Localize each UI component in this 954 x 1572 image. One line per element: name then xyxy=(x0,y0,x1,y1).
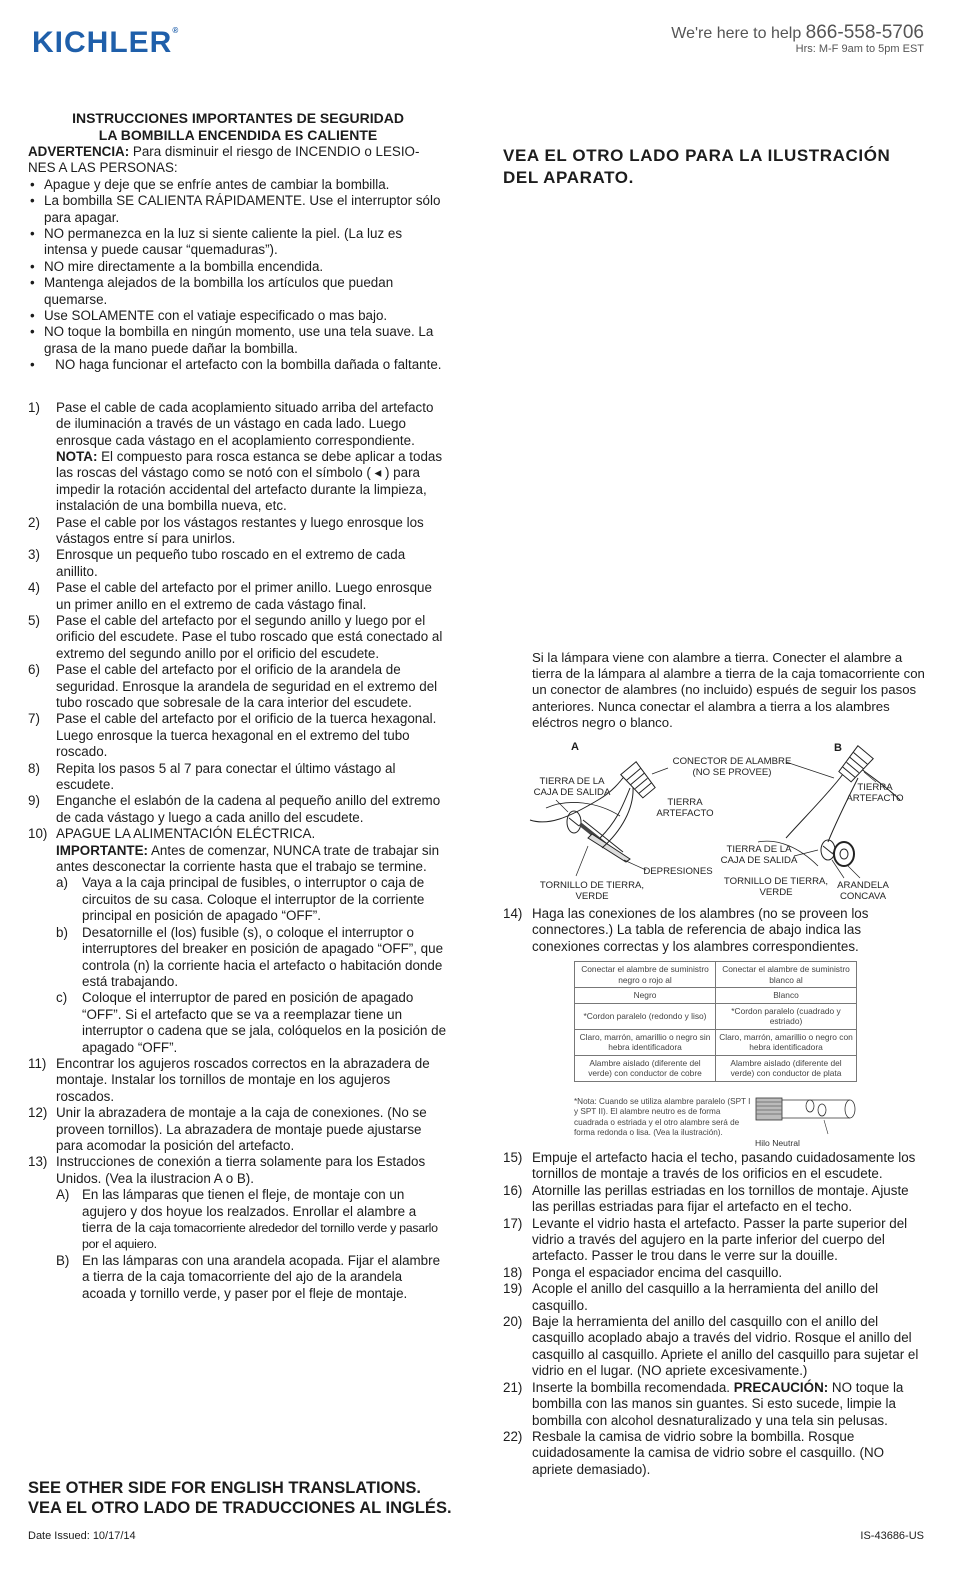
substep-number: a) xyxy=(56,875,68,891)
step-text: Haga las conexiones de los alambres (no se proveen los connectores.) La tabla de referencia de abajo indica las conexiones correctas y los alambres correspondientes. xyxy=(532,906,869,954)
see-other-side xyxy=(28,1478,452,1518)
leader-line xyxy=(824,1120,828,1134)
substep-number: c) xyxy=(56,990,68,1006)
step-8 xyxy=(28,761,448,794)
safety-bullet: • Apague y deje que se enfríe antes de cambiar la bombilla. xyxy=(28,177,448,193)
label-ground-screw-b: TORNILLO DE TIERRA, VERDE xyxy=(723,876,829,898)
table-cell: Alambre aislado (diferente del verde) con conductor de plata xyxy=(716,1055,857,1081)
table-row xyxy=(575,1055,857,1081)
step-5 xyxy=(28,613,448,662)
safety-bullet: • NO mire directamente a la bombilla encendida. xyxy=(28,259,448,275)
safety-bullet: • La bombilla SE CALIENTA RÁPIDAMENTE. Use el interruptor sólo para apagar. xyxy=(28,193,448,226)
leader-line xyxy=(848,866,860,878)
step-number: 11) xyxy=(28,1055,47,1071)
step-text: Pase el cable del artefacto por el segundo anillo y luego por el orificio del escudete. Pase el tubo roscado que está conectado al extremo del segundo anillo por el orificio del escudete. xyxy=(56,612,443,661)
conductor-end xyxy=(818,1104,826,1116)
step-text: Encontrar los agujeros roscados correctos en la abrazadera de montaje. Instalar los tornillos de montaje en los agujeros roscados. xyxy=(56,1055,430,1104)
step-2 xyxy=(28,515,448,548)
step-10-sublist xyxy=(56,875,448,1055)
substep-text: Coloque el interruptor de pared en posición de apagado “OFF”. Si el artefacto que se va a reemplazar tiene un interruptor o cadena que se jala, colóquelos en la posición de apagado “OFF”. xyxy=(82,990,447,1055)
leader-line xyxy=(556,800,568,812)
step-text: Enganche el eslabón de la cadena al pequeño anillo del extremo de cada vástago y luego a cada anillo del escudete. xyxy=(56,793,441,825)
step-22 xyxy=(503,1429,925,1478)
step-text: Atornille las perillas estriadas en los tornillos de montaje. Ajuste las perillas estriadas para fijar el artefacto en el techo. xyxy=(532,1182,909,1215)
step-text: Empuje el artefacto hacia el techo, pasando cuidadosamente los tornillos de montaje a través de los orificios en el escudete. xyxy=(532,1150,916,1182)
caution-label: PRECAUCIÓN: xyxy=(733,1379,829,1395)
cord-outline xyxy=(782,1100,850,1118)
step-12 xyxy=(28,1105,448,1154)
step-13b xyxy=(56,1253,448,1302)
step-6 xyxy=(28,662,448,711)
step-14 xyxy=(503,906,925,955)
safety-title-1: INSTRUCCIONES IMPORTANTES DE SEGURIDAD xyxy=(72,110,404,126)
table-cell: Claro, marrón, amarillio o negro con hebra identificadora xyxy=(716,1029,857,1055)
step-3 xyxy=(28,547,448,580)
step-number: 16) xyxy=(503,1182,523,1198)
document-id: IS-43686-US xyxy=(860,1530,924,1542)
step-11 xyxy=(28,1056,448,1105)
warning-text: Para disminuir el riesgo de INCENDIO o LESIO- NES A LAS PERSONAS: xyxy=(28,144,420,176)
label-wire-connector: CONECTOR DE ALAMBRE (NO SE PROVEE) xyxy=(672,756,792,778)
diagram-label-b: B xyxy=(834,742,842,754)
step-text: Repita los pasos 5 al 7 para conectar el último vástago al escudete. xyxy=(56,760,396,793)
substep-text: En las lámparas con una arandela acopada. Fijar el alambre a tierra de la caja tomacorriente del ajo de la arandela acoada y tornillo verde, y paser por el fleje de montaje. xyxy=(82,1252,441,1301)
step-1 xyxy=(28,400,448,515)
label-ground-screw-a: TORNILLO DE TIERRA, VERDE xyxy=(539,880,645,902)
step-text: Baje la herramienta del anillo del casquillo con el anillo del casquillo acoplado abajo a través del vidrio. Rosque el anillo del casquillo al casquillo. Apriete el anillo del casquillo para sujetar el vidrio en el lugar. (NO apriete excesivamente.) xyxy=(532,1314,919,1379)
step-number: 10) xyxy=(28,826,48,842)
parallel-wire-note: *Nota: Cuando se utiliza alambre paralelo (SPT I y SPT II). El alambre neutro es de forma cuadrada o estriada y el otro alambre será de forma redonda o lisa. (Vea la ilustración). xyxy=(574,1097,751,1138)
steps-list xyxy=(28,400,448,1302)
kichler-logo xyxy=(32,26,178,60)
step-text: APAGUE LA ALIMENTACIÓN ELÉCTRICA. xyxy=(56,826,316,842)
step-text: Enrosque un pequeño tubo roscado en el extremo de cada anillito. xyxy=(56,547,406,579)
cord-end xyxy=(845,1100,855,1118)
substep-number: A) xyxy=(56,1187,70,1203)
cord-hatched-end xyxy=(756,1098,782,1120)
label-depressions: DEPRESIONES xyxy=(643,866,713,877)
hours-text: Hrs: M-F 9am to 5pm EST xyxy=(795,43,924,55)
safety-bullet: • Mantenga alejados de la bombilla los artículos que puedan quemarse. xyxy=(28,275,448,308)
table-cell: Blanco xyxy=(716,988,857,1004)
step-13 xyxy=(28,1154,448,1302)
ground-wire-note: Si la lámpara viene con alambre a tierra. Conecter el alambre a tierra de la lámpara al alambre a tierra de la caja tomacorriente con un conector de alambres (no incluido) espués de seguir los pasos anteriores. Nunca conectar el alambra a tierra a los alambres eléctros negro o blanco. xyxy=(532,650,925,730)
step-number: 9) xyxy=(28,793,40,809)
step-number: 2) xyxy=(28,514,40,530)
see-other-english: SEE OTHER SIDE FOR ENGLISH TRANSLATIONS. xyxy=(28,1479,421,1497)
step-number: 7) xyxy=(28,711,40,727)
label-box-ground-b: TIERRA DE LA CAJA DE SALIDA xyxy=(720,844,798,866)
note-label: NOTA: xyxy=(56,448,98,464)
warning-paragraph xyxy=(28,144,448,177)
warning-label: ADVERTENCIA: xyxy=(28,144,130,159)
step-number: 13) xyxy=(28,1154,48,1170)
step-15 xyxy=(503,1150,925,1183)
wire-connector-b-icon xyxy=(837,746,873,783)
table-row xyxy=(575,1003,857,1029)
step-number: 5) xyxy=(28,612,40,628)
step-text: Levante el vidrio hasta el artefacto. Passer la parte superior del vidrio a través del agujero en la parte inferior del cuerpo del artefacto. Passer le trou dans le verre sur la douille. xyxy=(532,1215,908,1264)
help-block xyxy=(671,22,924,55)
step-number: 12) xyxy=(28,1105,48,1121)
table-cell: *Cordon paralelo (redondo y liso) xyxy=(575,1003,716,1029)
substep-text: Desatornille el (los) fusible (s), o coloque el interruptor o interruptores del breaker en posición de apagado “OFF”, que controla (n) la corriente hacia el artefacto o habitación donde está trabajando. xyxy=(82,924,444,989)
conductor-end xyxy=(806,1100,814,1112)
step-text: Pase el cable del artefacto por el orificio de la tuerca hexagonal. Luego enrosque la tuerca hexagonal en el extremo del tubo roscado. xyxy=(56,711,437,760)
concave-washer-icon xyxy=(834,842,854,866)
step-18 xyxy=(503,1265,925,1281)
table-cell: Conectar el alambre de suministro blanco al xyxy=(716,962,857,988)
see-other-spanish: VEA EL OTRO LADO DE TRADUCCIONES AL INGLÉS. xyxy=(28,1499,452,1517)
step-text: Resbale la camisa de vidrio sobre la bombilla. Rosque cuidadosamente la camisa de vidrio sobre el casquillo. (NO apriete demasiado). xyxy=(532,1428,885,1477)
leader-line xyxy=(576,846,588,876)
date-issued: Date Issued: 10/17/14 xyxy=(28,1530,136,1542)
safety-title-2: LA BOMBILLA ENCENDIDA ES CALIENTE xyxy=(98,127,378,143)
step-19 xyxy=(503,1281,925,1314)
step-text: Pase el cable de cada acoplamiento situado arriba del artefacto de iluminación a través de un vástago en cada lado. Luego enrosque cada vástago en el acoplamiento correspondiente. xyxy=(56,399,434,448)
step-10b xyxy=(56,925,448,991)
see-illustration-heading: VEA EL OTRO LADO PARA LA ILUSTRACIÓN DEL APARATO. xyxy=(503,146,891,187)
important-label: IMPORTANTE: xyxy=(56,842,148,858)
step-text: Pase el cable por los vástagos restantes y luego enrosque los vástagos entre sí para unirlos. xyxy=(56,514,424,546)
step-number: 18) xyxy=(503,1264,523,1280)
step-text: Ponga el espaciador encima del casquillo. xyxy=(532,1264,783,1280)
step-9 xyxy=(28,793,448,826)
step-16 xyxy=(503,1183,925,1216)
step-text: Pase el cable del artefacto por el orificio de la arandela de seguridad. Enrosque la arandela de seguridad en el extremo del tubo roscado que sobresale de la cara interior del escudete. xyxy=(56,662,438,710)
safety-bullet: • NO toque la bombilla en ningún momento, use una tela suave. La grasa de la mano puede dañar la bombilla. xyxy=(28,324,448,357)
diagram-label-a: A xyxy=(571,741,579,753)
step-10 xyxy=(28,826,448,1056)
note-text: El compuesto para rosca estanca se debe aplicar a todas las roscas del vástago como se notó con el símbolo ( ◂ ) para impedir la rotación accidental del artefacto durante la limpieza, instalación de una bombilla nueva, etc. xyxy=(56,448,443,514)
step-13a xyxy=(56,1187,448,1253)
substep-text: Vaya a la caja principal de fusibles, o interruptor o caja de circuitos de su casa. Coloque el interruptor de la corriente principal en posición de apagado “OFF”. xyxy=(82,875,425,924)
step-number: 20) xyxy=(503,1314,523,1330)
mounting-strap-a xyxy=(588,834,630,862)
step-text: Inserte la bombilla recomendada. xyxy=(532,1379,734,1395)
right-steps xyxy=(503,1150,925,1478)
table-cell: Conectar el alambre de suministro negro o rojo al xyxy=(575,962,716,988)
table-row xyxy=(575,1029,857,1055)
step-text: Unir la abrazadera de montaje a la caja de conexiones. (No se proveen tornillos). La abrazadera de montaje puede ajustarse para acomodar la posición del artefacto. xyxy=(56,1105,427,1153)
step-number: 6) xyxy=(28,662,40,678)
parallel-cord-illustration xyxy=(754,1094,858,1140)
step-number: 8) xyxy=(28,760,40,776)
table-cell: Claro, marrón, amarillio o negro sin hebra identificadora xyxy=(575,1029,716,1055)
label-concave-washer: ARANDELA CONCAVA xyxy=(837,880,889,902)
step-number: 15) xyxy=(503,1150,523,1165)
step-20 xyxy=(503,1314,925,1380)
step-number: 1) xyxy=(28,399,40,415)
important-text: Antes de comenzar, NUNCA trate de trabajar sin antes desconectar la corriente hasta que el trabajo se termine. xyxy=(56,842,440,875)
substep-number: b) xyxy=(56,924,68,940)
step-4 xyxy=(28,580,448,613)
leader-line xyxy=(864,772,876,782)
step-number: 17) xyxy=(503,1215,523,1231)
substep-text: En las lámparas que tienen el fleje, de montaje con un agujero y dos hoyue los realzados. Enrollar el alambre a tierra de la xyxy=(82,1187,417,1235)
table-cell: *Cordon paralelo (cuadrado y estriado) xyxy=(716,1003,857,1029)
left-column xyxy=(28,110,448,1302)
step-14-block xyxy=(503,906,925,955)
table-row xyxy=(575,988,857,1004)
label-fixture-ground-a: TIERRA ARTEFACTO xyxy=(656,797,714,819)
step-text: Acople el anillo del casquillo a la herramienta del anillo del casquillo. xyxy=(532,1281,879,1313)
safety-bullet: • NO haga funcionar el artefacto con la bombilla dañada o faltante. xyxy=(28,357,448,373)
step-number: 3) xyxy=(28,547,40,563)
safety-bullet: • NO permanezca en la luz si siente caliente la piel. (La luz es intensa y puede causar “quemaduras”). xyxy=(28,226,448,259)
neutral-wire-label: Hilo Neutral xyxy=(755,1138,800,1148)
step-number: 22) xyxy=(503,1428,523,1444)
step-text: Instrucciones de conexión a tierra solamente para los Estados Unidos. (Vea la ilustracion A o B). xyxy=(56,1154,426,1186)
wire-connector-a-icon xyxy=(621,762,657,799)
logo-text: KICHLER xyxy=(32,26,173,59)
step-number: 14) xyxy=(503,906,523,921)
wire-reference-table xyxy=(574,961,857,1082)
safety-bullet-list xyxy=(28,177,448,374)
step-number: 21) xyxy=(503,1379,523,1395)
substep-text-condensed: caja tomacorriente alrededor del tornillo verde y pasarlo por el aquiero. xyxy=(82,1221,438,1252)
safety-bullet: • Use SOLAMENTE con el vatiaje especificado o mas bajo. xyxy=(28,308,448,324)
step-10a xyxy=(56,875,448,924)
help-text: We're here to help xyxy=(671,25,802,42)
outlet-box-edge xyxy=(546,802,620,816)
step-text: NO toque la bombilla con las manos sin guantes. Si esto sucede, limpie la bombilla con alcohol desnaturalizado y una tela sin pelusas. xyxy=(532,1379,904,1428)
step-7 xyxy=(28,711,448,760)
label-fixture-ground-b: TIERRA ARTEFACTO xyxy=(846,782,904,804)
step-number: 4) xyxy=(28,580,40,596)
table-row xyxy=(575,962,857,988)
step-17 xyxy=(503,1216,925,1265)
table-cell: Negro xyxy=(575,988,716,1004)
step-text: Pase el cable del artefacto por el primer anillo. Luego enrosque un primer anillo en el extremo de cada vástago final. xyxy=(56,580,432,612)
step-13-sublist xyxy=(56,1187,448,1302)
step-number: 19) xyxy=(503,1281,523,1297)
step-21 xyxy=(503,1380,925,1429)
table-cell: Alambre aislado (diferente del verde) con conductor de cobre xyxy=(575,1055,716,1081)
substep-number: B) xyxy=(56,1252,70,1268)
registered-mark: ® xyxy=(172,26,179,35)
label-box-ground-a: TIERRA DE LA CAJA DE SALIDA xyxy=(533,776,611,798)
phone-number: 866-558-5706 xyxy=(805,22,924,43)
step-10c xyxy=(56,990,448,1056)
